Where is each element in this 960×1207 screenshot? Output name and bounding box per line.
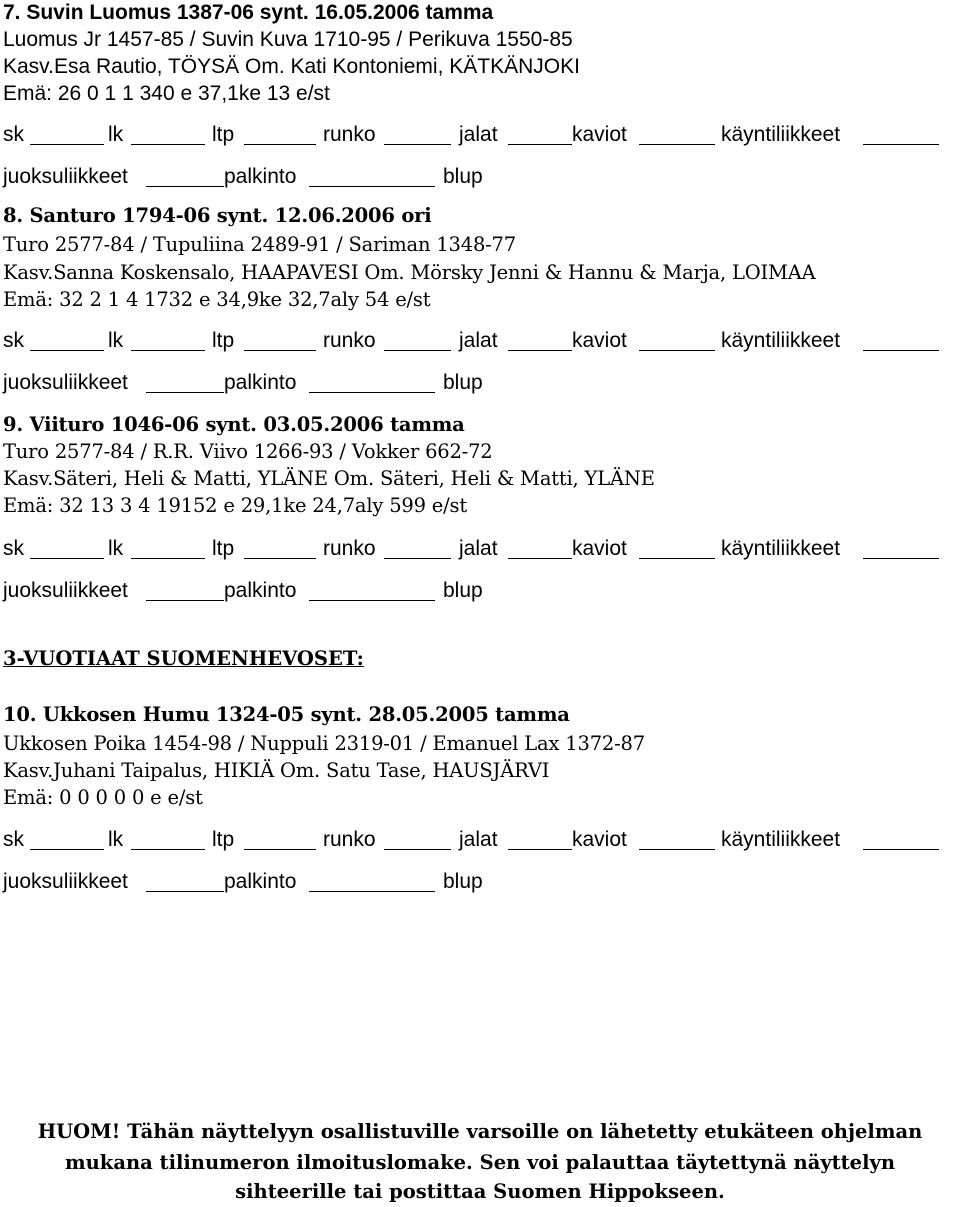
label-juoksuliikkeet: juoksuliikkeet: [3, 165, 128, 188]
label-runko: runko: [323, 828, 376, 851]
blank-lk[interactable]: [131, 144, 205, 145]
blank-palkinto[interactable]: [309, 392, 435, 393]
entry-title: 9. Viituro 1046-06 synt. 03.05.2006 tamma: [3, 413, 465, 436]
label-lk: lk: [108, 123, 124, 146]
label-lk: lk: [108, 537, 124, 560]
label-juoksuliikkeet: juoksuliikkeet: [3, 579, 128, 602]
entry-pedigree: Turo 2577-84 / R.R. Viivo 1266-93 / Vokker 662-72: [3, 440, 493, 463]
label-kayntiliikkeet: käyntiliikkeet: [721, 828, 841, 851]
entry-dam: Emä: 32 2 1 4 1732 e 34,9ke 32,7aly 54 e/st: [3, 288, 431, 311]
label-sk: sk: [3, 828, 24, 851]
label-juoksuliikkeet: juoksuliikkeet: [3, 870, 128, 893]
label-lk: lk: [108, 828, 124, 851]
blank-kayntiliikkeet[interactable]: [863, 144, 939, 145]
label-blup: blup: [443, 870, 483, 893]
entry-pedigree: Luomus Jr 1457-85 / Suvin Kuva 1710-95 / Perikuva 1550-85: [3, 28, 573, 51]
label-jalat: jalat: [459, 828, 498, 851]
label-palkinto: palkinto: [224, 371, 297, 394]
blank-juoksuliikkeet[interactable]: [146, 891, 224, 892]
blank-runko[interactable]: [384, 849, 451, 850]
blank-kayntiliikkeet[interactable]: [863, 558, 939, 559]
blank-kaviot[interactable]: [639, 144, 715, 145]
label-runko: runko: [323, 537, 376, 560]
blank-ltp[interactable]: [244, 849, 316, 850]
blank-ltp[interactable]: [244, 144, 316, 145]
blank-runko[interactable]: [384, 350, 451, 351]
entry-pedigree: Ukkosen Poika 1454-98 / Nuppuli 2319-01 / Emanuel Lax 1372-87: [3, 732, 645, 755]
label-lk: lk: [108, 329, 124, 352]
label-blup: blup: [443, 165, 483, 188]
label-jalat: jalat: [459, 123, 498, 146]
entry-dam: Emä: 0 0 0 0 0 e e/st: [3, 786, 203, 809]
label-kaviot: kaviot: [572, 329, 627, 352]
label-blup: blup: [443, 579, 483, 602]
blank-palkinto[interactable]: [309, 891, 435, 892]
blank-runko[interactable]: [384, 144, 451, 145]
blank-palkinto[interactable]: [309, 600, 435, 601]
label-jalat: jalat: [459, 537, 498, 560]
blank-juoksuliikkeet[interactable]: [146, 186, 224, 187]
blank-kaviot[interactable]: [639, 558, 715, 559]
label-sk: sk: [3, 537, 24, 560]
blank-sk[interactable]: [30, 144, 104, 145]
label-kayntiliikkeet: käyntiliikkeet: [721, 329, 841, 352]
entry-title: 10. Ukkosen Humu 1324-05 synt. 28.05.2005 tamma: [3, 703, 570, 726]
label-runko: runko: [323, 329, 376, 352]
entry-title: 8. Santuro 1794-06 synt. 12.06.2006 ori: [3, 204, 432, 227]
blank-jalat[interactable]: [508, 144, 572, 145]
blank-sk[interactable]: [30, 849, 104, 850]
label-sk: sk: [3, 329, 24, 352]
footnote-line-2: mukana tilinumeron ilmoituslomake. Sen voi palauttaa täytettynä näyttelyn: [65, 1151, 895, 1174]
blank-ltp[interactable]: [244, 350, 316, 351]
footnote-line-1: HUOM! Tähän näyttelyyn osallistuville varsoille on lähetetty etukäteen ohjelman: [37, 1120, 923, 1143]
blank-jalat[interactable]: [508, 350, 572, 351]
blank-kaviot[interactable]: [639, 350, 715, 351]
footnote-line-3: sihteerille tai postittaa Suomen Hippokseen.: [235, 1180, 725, 1203]
blank-jalat[interactable]: [508, 849, 572, 850]
label-jalat: jalat: [459, 329, 498, 352]
blank-kayntiliikkeet[interactable]: [863, 350, 939, 351]
section-heading: 3-VUOTIAAT SUOMENHEVOSET:: [3, 647, 364, 670]
entry-breeder: Kasv.Sanna Koskensalo, HAAPAVESI Om. Mörsky Jenni & Hannu & Marja, LOIMAA: [3, 261, 816, 284]
entry-breeder: Kasv.Esa Rautio, TÖYSÄ Om. Kati Kontoniemi, KÄTKÄNJOKI: [3, 55, 580, 78]
label-palkinto: palkinto: [224, 165, 297, 188]
label-runko: runko: [323, 123, 376, 146]
blank-runko[interactable]: [384, 558, 451, 559]
label-kayntiliikkeet: käyntiliikkeet: [721, 537, 841, 560]
blank-kayntiliikkeet[interactable]: [863, 849, 939, 850]
label-juoksuliikkeet: juoksuliikkeet: [3, 371, 128, 394]
blank-ltp[interactable]: [244, 558, 316, 559]
blank-lk[interactable]: [131, 558, 205, 559]
label-sk: sk: [3, 123, 24, 146]
label-kaviot: kaviot: [572, 123, 627, 146]
entry-pedigree: Turo 2577-84 / Tupuliina 2489-91 / Sariman 1348-77: [3, 233, 516, 256]
label-kayntiliikkeet: käyntiliikkeet: [721, 123, 841, 146]
entry-breeder: Kasv.Juhani Taipalus, HIKIÄ Om. Satu Tase, HAUSJÄRVI: [3, 759, 550, 782]
blank-lk[interactable]: [131, 350, 205, 351]
entry-dam: Emä: 26 0 1 1 340 e 37,1ke 13 e/st: [3, 82, 330, 105]
label-ltp: ltp: [212, 329, 235, 352]
label-kaviot: kaviot: [572, 828, 627, 851]
label-ltp: ltp: [212, 123, 235, 146]
blank-jalat[interactable]: [508, 558, 572, 559]
blank-juoksuliikkeet[interactable]: [146, 600, 224, 601]
blank-lk[interactable]: [131, 849, 205, 850]
label-ltp: ltp: [212, 828, 235, 851]
blank-juoksuliikkeet[interactable]: [146, 392, 224, 393]
entry-dam: Emä: 32 13 3 4 19152 e 29,1ke 24,7aly 599 e/st: [3, 494, 467, 517]
blank-palkinto[interactable]: [309, 186, 435, 187]
label-palkinto: palkinto: [224, 579, 297, 602]
label-kaviot: kaviot: [572, 537, 627, 560]
blank-sk[interactable]: [30, 350, 104, 351]
blank-sk[interactable]: [30, 558, 104, 559]
entry-breeder: Kasv.Säteri, Heli & Matti, YLÄNE Om. Säteri, Heli & Matti, YLÄNE: [3, 467, 655, 490]
label-palkinto: palkinto: [224, 870, 297, 893]
blank-kaviot[interactable]: [639, 849, 715, 850]
entry-title: 7. Suvin Luomus 1387-06 synt. 16.05.2006 tamma: [3, 1, 494, 24]
label-blup: blup: [443, 371, 483, 394]
label-ltp: ltp: [212, 537, 235, 560]
